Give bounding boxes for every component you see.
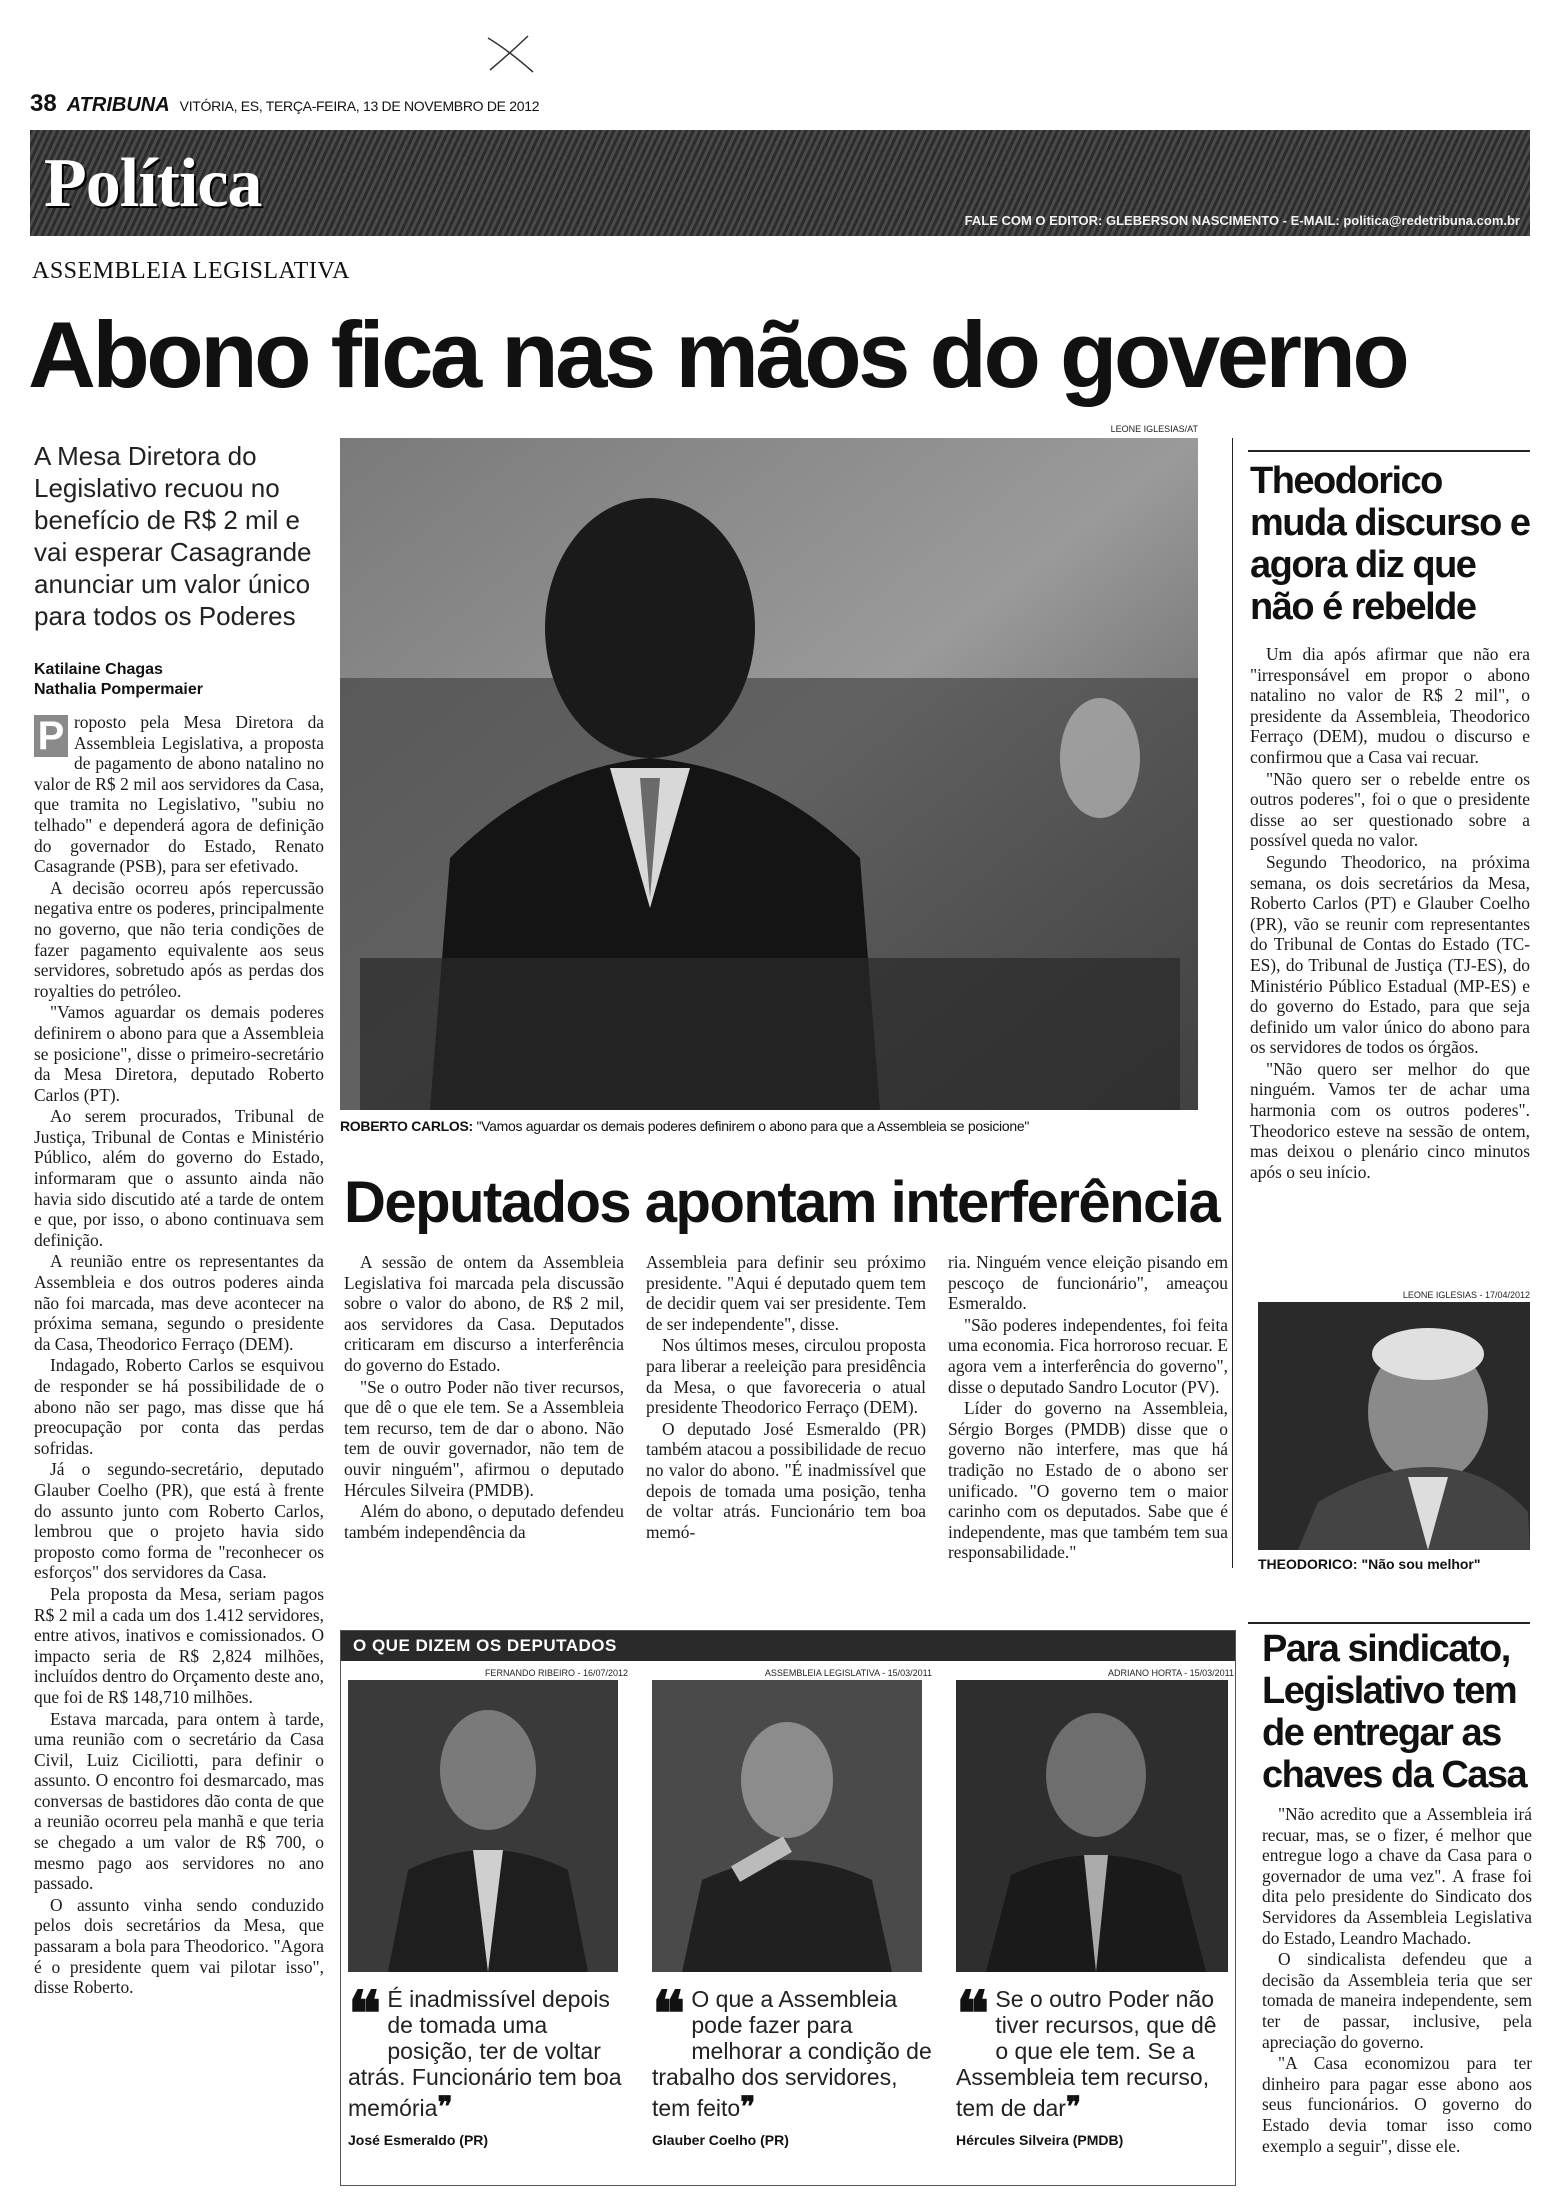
right-column-rule [1232,438,1233,1568]
author-2: Nathalia Pompermaier [34,681,203,698]
caption-lead: THEODORICO: [1258,1556,1358,1572]
quote-text: O que a Assembleia pode fazer para melhorar a condição de trabalho dos servidores, tem feito [652,1986,932,2121]
second-story-col-1 [344,1252,624,1543]
quote-photo-credit: ADRIANO HORTA - 15/03/2011 [1107,1668,1234,1678]
side-story-1-body [1250,644,1530,1183]
paragraph: "Não quero ser o rebelde entre os outros poderes", foi o que o presidente disse ao ser questionado sobre a possível queda no valor. [1250,768,1530,851]
dropcap: P [34,715,68,757]
quotes-box-title: O QUE DIZEM OS DEPUTADOS [341,1631,1235,1661]
theodorico-photo-illustration [1258,1302,1530,1550]
quote-photo-credit: ASSEMBLEIA LEGISLATIVA - 15/03/2011 [764,1668,932,1678]
handwritten-mark [478,30,548,80]
quote-text: É inadmissível depois de tomada uma posição, ter de voltar atrás. Funcionário tem boa memória [348,1986,622,2121]
paragraph: A decisão ocorreu após repercussão negativa entre os poderes, principalmente no governo, que não teria condições de fazer pagamento equivalente aos seus servidores, sobretudo após as perdas dos royalties do petróleo. [34,877,324,1001]
quote-photo [956,1680,1228,1972]
paragraph: "A Casa economizou para ter dinheiro para pagar esse abono aos seus funcionários. O governo do Estado devia tomar isso como exemplo a seguir", disse ele. [1262,2053,1532,2156]
theodorico-photo [1258,1302,1530,1550]
quote-author: José Esmeraldo (PR) [348,2132,489,2148]
quote-author: Hércules Silveira (PMDB) [956,2132,1124,2148]
side-top-rule [1248,450,1530,452]
deck: A Mesa Diretora do Legislativo recuou no benefício de R$ 2 mil e vai esperar Casagrande anunciar um valor único para todos os Poderes [34,441,312,631]
side-story-1-headline: Theodorico muda discurso e agora diz que não é rebelde [1250,460,1530,628]
authors [34,660,324,700]
quote-item [652,1668,932,2148]
paragraph: ria. Ninguém vence eleição pisando em pescoço de funcionário", ameaçou Esmeraldo. [948,1252,1228,1314]
side-story-2-headline: Para sindicato, Legislativo tem de entregar as chaves da Casa [1262,1628,1527,1796]
paragraph: Além do abono, o deputado defendeu também independência da [344,1501,624,1542]
paragraph: Indagado, Roberto Carlos se esquivou de responder se há possibilidade de o abono não ser pago, mas disse que há preocupação por conta das perdas sofridas. [34,1355,324,1458]
paragraph: "Não acredito que a Assembleia irá recuar, mas, se o fizer, é melhor que entregue logo a chave da Casa para o governador de uma vez". A frase foi dita pelo presidente do Sindicato dos Servidores da Assembleia Legislativa do Estado, Leandro Machado. [1262,1804,1532,1948]
main-photo [340,438,1198,1110]
side-story-2-body [1262,1804,1532,2157]
page-number: 38 [30,90,57,117]
paragraph: "São poderes independentes, foi feita uma economia. Fica horroroso recuar. E agora vem a interferência do governo", disse o deputado Sandro Locutor (PV). [948,1314,1228,1397]
side-2-top-rule [1248,1622,1530,1624]
close-quote-icon: ❞ [1065,2092,1082,2123]
section-banner [30,130,1530,236]
paragraph: "Vamos aguardar os demais poderes definirem o abono para que a Assembleia se posicione", disse o primeiro-secretário da Mesa Diretora, deputado Roberto Carlos (PT). [34,1002,324,1105]
paragraph: Nos últimos meses, circulou proposta para liberar a reeleição para presidência da Mesa, o que favoreceria o atual presidente Theodorico Ferraço (DEM). [646,1335,926,1418]
second-story-col-2 [646,1252,926,1543]
caption-text: "Não sou melhor" [1361,1556,1481,1572]
quote-photo [652,1680,922,1972]
side-photo-credit: LEONE IGLESIAS - 17/04/2012 [1402,1290,1530,1300]
paragraph: Líder do governo na Assembleia, Sérgio Borges (PMDB) disse que o governo não interfere, mas que há tradição no Estado de o abono ser unificado. "O governo tem o maior carinho com os deputados. Sabe que é independente, mas que também tem sua responsabilidade." [948,1398,1228,1563]
quote-photo [348,1680,618,1972]
paragraph: Estava marcada, para ontem à tarde, uma reunião com o secretário da Casa Civil, Luiz Ciciliotti, para definir o assunto. O encontro foi desmarcado, mas conversas de bastidores dão conta de que a reunião ocorreu pela manhã e que teria se chegado a um valor de R$ 700, o mesmo pago aos servidores no ano passado. [34,1708,324,1894]
quote-photo-credit: FERNANDO RIBEIRO - 16/07/2012 [484,1668,628,1678]
paragraph: O assunto vinha sendo conduzido pelos dois secretários da Mesa, que passaram a bola para Theodorico. "Agora é o presidente quem vai pilotar isso", disse Roberto. [34,1894,324,1998]
paragraph: O sindicalista defendeu que a decisão da Assembleia teria que ser tomada de maneira independente, sem ter de passar, inclusive, pela apreciação do governo. [1262,1949,1532,2052]
main-photo-caption [340,1118,1240,1134]
quote-item [956,1668,1234,2148]
paragraph: O deputado José Esmeraldo (PR) também atacou a possibilidade de recuo no valor do abono. "É inadmissível que depois de tomada uma posição, tenha de voltar atrás. Funcionário tem boa memó- [646,1418,926,1542]
close-quote-icon: ❞ [437,2092,453,2123]
headline: Abono fica nas mãos do governo [28,302,1407,407]
editor-contact: FALE COM O EDITOR: GLEBERSON NASCIMENTO - E-MAIL: politica@redetribuna.com.br [964,213,1520,228]
main-story-body [34,712,324,1999]
paragraph: P roposto pela Mesa Diretora da Assembleia Legislativa, a proposta de pagamento de abono natalino no valor de R$ 2 mil aos servidores da Casa, que tramita no Legislativo, "subiu no telhado" e dependerá agora de definição do governador do Estado, Renato Casagrande (PSB), para ser efetivado. [34,712,324,877]
close-quote-icon: ❞ [740,2092,756,2123]
second-story-headline: Deputados apontam interferência [344,1170,1220,1235]
paragraph: Ao serem procurados, Tribunal de Justiça, Tribunal de Contas e Ministério Público, além do governo do Estado, informaram que o assunto ainda não havia sido discutido até a tarde de ontem e que, por isso, o abono continuava sem definição. [34,1106,324,1250]
quote-text: Se o outro Poder não tiver recursos, que dê o que ele tem. Se a Assembleia tem recurso, tem de dar [956,1986,1217,2121]
main-photo-illustration [340,438,1198,1110]
paragraph: Assembleia para definir seu próximo presidente. "Aqui é deputado quem tem de decidir quem vai ser presidente. Tem de ser independente", disse. [646,1252,926,1334]
dateline: VITÓRIA, ES, TERÇA-FEIRA, 13 DE NOVEMBRO DE 2012 [179,98,540,114]
paragraph: Já o segundo-secretário, deputado Glauber Coelho (PR), que está à frente do assunto junto com Roberto Carlos, lembrou que o projeto havia sido proposto como forma de "reconhecer os esforços" dos servidores da Casa. [34,1459,324,1583]
caption-lead: ROBERTO CARLOS: [340,1118,473,1134]
quote-item [348,1668,628,2148]
open-quote-icon: ❝ [348,1981,382,2049]
side-photo-caption [1258,1556,1530,1572]
paragraph: A reunião entre os representantes da Assembleia e dos outros poderes ainda não foi marcada, mas deve acontecer na próxima semana, segundo o presidente da Casa, Theodorico Ferraço (DEM). [34,1251,324,1354]
paragraph: Pela proposta da Mesa, seriam pagos R$ 2 mil a cada um dos 1.412 servidores, entre ativos, inativos e comissionados. O impacto seria de R$ 2,824 milhões, incluídos dentro do Orçamento deste ano, que foi de R$ 148,710 milhões. [34,1583,324,1707]
author-1: Katilaine Chagas [34,661,163,678]
main-photo-credit: LEONE IGLESIAS/AT [1110,424,1198,434]
paper-name: ATRIBUNA [66,94,170,116]
masthead-line [30,90,539,118]
paragraph: "Se o outro Poder não tiver recursos, que dê o que ele tem. Se a Assembleia tem recurso, tem de dar o abono. Não tem de ouvir governador, não tem de ouvir ninguém", afirmou o deputado Hércules Silveira (PMDB). [344,1376,624,1500]
open-quote-icon: ❝ [956,1981,990,2049]
open-quote-icon: ❝ [652,1981,686,2049]
caption-text: "Vamos aguardar os demais poderes definirem o abono para que a Assembleia se posicione" [476,1118,1029,1134]
section-title: Política [44,145,262,222]
kicker: ASSEMBLEIA LEGISLATIVA [32,258,350,284]
quote-author: Glauber Coelho (PR) [652,2132,789,2148]
paragraph: A sessão de ontem da Assembleia Legislativa foi marcada pela discussão sobre o valor do abono, de R$ 2 mil, aos servidores da Casa. Deputados criticaram em discurso a interferência do governo do Estado. [344,1252,624,1375]
paragraph: Segundo Theodorico, na próxima semana, os dois secretários da Mesa, Roberto Carlos (PT) e Glauber Coelho (PR), vão se reunir com representantes do Tribunal de Contas do Estado (TC-ES), do Tribunal de Justiça (TJ-ES), do Ministério Público Estadual (MP-ES) e do governo do Estado, para que seja definido um valor único do abono para os servidores de todos os órgãos. [1250,851,1530,1058]
second-story-col-3 [948,1252,1228,1564]
paragraph: Um dia após afirmar que não era "irresponsável em propor o abono natalino no valor de R$ 2 mil", o presidente da Assembleia, Theodorico Ferraço (DEM), mudou o discurso e confirmou que a Casa vai recuar. [1250,644,1530,767]
paragraph: "Não quero ser melhor do que ninguém. Vamos ter de achar uma harmonia com os outros poderes". Theodorico esteve na sessão de ontem, mas deixou o plenário cinco minutos após o seu início. [1250,1058,1530,1182]
